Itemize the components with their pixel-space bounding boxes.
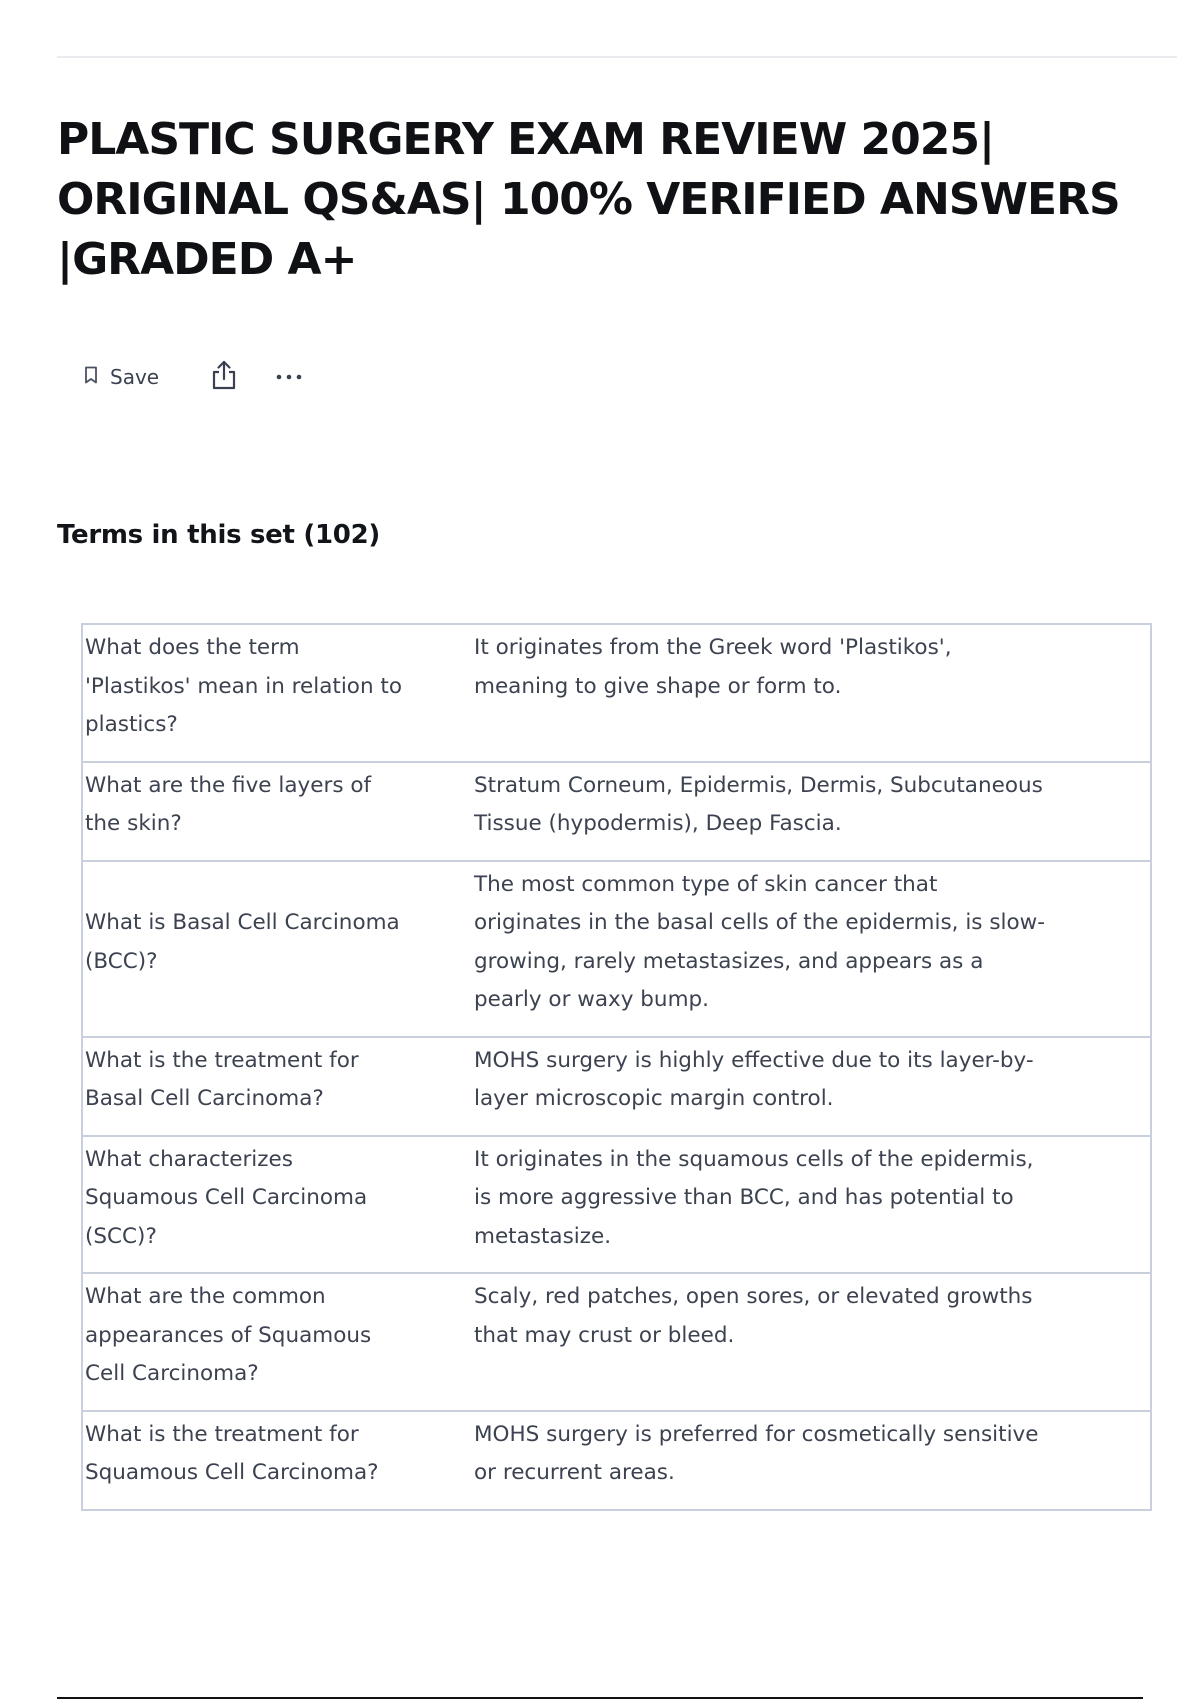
term-row bbox=[82, 1273, 1151, 1411]
page-title: PLASTIC SURGERY EXAM REVIEW 2025| ORIGINAL QS&AS| 100% VERIFIED ANSWERS |GRADED A+ bbox=[57, 114, 1120, 285]
top-divider bbox=[57, 56, 1177, 58]
action-bar bbox=[84, 357, 303, 397]
bookmark-icon bbox=[84, 366, 98, 389]
more-icon bbox=[275, 368, 303, 386]
definition-cell: MOHS surgery is preferred for cosmetically sensitive or recurrent areas. bbox=[431, 1411, 1151, 1510]
definition-cell: Stratum Corneum, Epidermis, Dermis, Subcutaneous Tissue (hypodermis), Deep Fascia. bbox=[431, 762, 1151, 861]
term-row bbox=[82, 762, 1151, 861]
definition-cell: MOHS surgery is highly effective due to its layer-by-layer microscopic margin control. bbox=[431, 1037, 1151, 1136]
term-row bbox=[82, 624, 1151, 762]
share-button[interactable] bbox=[211, 360, 237, 395]
more-options-button[interactable] bbox=[275, 368, 303, 386]
term-cell: What does the term 'Plastikos' mean in relation to plastics? bbox=[82, 624, 431, 762]
save-label: Save bbox=[110, 365, 160, 389]
terms-table bbox=[81, 623, 1152, 1511]
definition-cell: The most common type of skin cancer that originates in the basal cells of the epidermis, is slow-growing, rarely metastasizes, and appears as a pearly or waxy bump. bbox=[431, 861, 1151, 1037]
term-cell: What is the treatment for Basal Cell Carcinoma? bbox=[82, 1037, 431, 1136]
term-row bbox=[82, 1136, 1151, 1274]
term-cell: What are the common appearances of Squamous Cell Carcinoma? bbox=[82, 1273, 431, 1411]
term-cell: What is the treatment for Squamous Cell Carcinoma? bbox=[82, 1411, 431, 1510]
term-cell: What characterizes Squamous Cell Carcinoma (SCC)? bbox=[82, 1136, 431, 1274]
terms-heading: Terms in this set (102) bbox=[57, 520, 380, 550]
definition-cell: Scaly, red patches, open sores, or elevated growths that may crust or bleed. bbox=[431, 1273, 1151, 1411]
term-row bbox=[82, 1037, 1151, 1136]
term-cell: What is Basal Cell Carcinoma (BCC)? bbox=[82, 861, 431, 1037]
bottom-divider bbox=[57, 1697, 1143, 1699]
term-row bbox=[82, 1411, 1151, 1510]
term-row bbox=[82, 861, 1151, 1037]
share-icon bbox=[211, 360, 237, 395]
definition-cell: It originates from the Greek word 'Plastikos', meaning to give shape or form to. bbox=[431, 624, 1151, 762]
save-button[interactable] bbox=[84, 365, 159, 389]
term-cell: What are the five layers of the skin? bbox=[82, 762, 431, 861]
definition-cell: It originates in the squamous cells of the epidermis, is more aggressive than BCC, and has potential to metastasize. bbox=[431, 1136, 1151, 1274]
